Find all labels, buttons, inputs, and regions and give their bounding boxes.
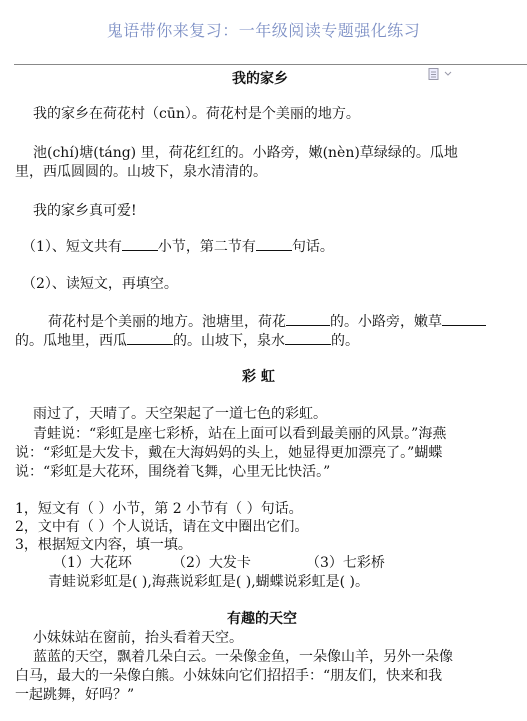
passage1-paragraph2-line1: 池(chí)塘(táng) 里，荷花红红的。小路旁，嫩(nèn)草绿绿的。瓜地: [33, 145, 458, 161]
passage1-paragraph3: 我的家乡真可爱!: [33, 203, 137, 219]
passage2-question3: 3，根据短文内容，填一填。: [15, 537, 192, 553]
passage1-fill-line1: 荷花村是个美丽的地方。池塘里，荷花 的。小路旁，嫩草: [48, 311, 486, 331]
page-header: 鬼语带你来复习：一年级阅读专题强化练习: [106, 21, 421, 40]
passage1-question1: （1）、短文共有 小节，第二节有 句话。: [22, 239, 334, 255]
passage2-line2: 青蛙说：“彩虹是座七彩桥，站在上面可以看到最美丽的风景。”海燕: [33, 426, 447, 442]
passage1-question2: （2）、读短文，再填空。: [22, 276, 178, 292]
answer-blank[interactable]: [122, 238, 158, 251]
answer-blank[interactable]: [127, 332, 173, 345]
passage2-question2: 2，文中有（ ）个人说话，请在文中圈出它们。: [15, 519, 309, 535]
passage1-fill-line2: 的。瓜地里，西瓜 的。山坡下，泉水 的。: [15, 333, 359, 349]
header-divider: [14, 64, 527, 65]
passage3-line4: 一起跳舞，好吗？”: [15, 687, 135, 703]
passage2-line3: 说：“彩虹是大发卡，戴在大海妈妈的头上，她显得更加漂亮了。”蝴蝶: [15, 445, 443, 461]
passage2-line4: 说：“彩虹是大花环，围绕着飞舞，心里无比快活。”: [15, 464, 331, 480]
option-1: （1）大花环: [53, 555, 132, 571]
passage3-line3: 白马，最大的一朵像白熊。小妹妹向它们招招手：“朋友们，快来和我: [15, 668, 443, 684]
passage3-line2: 蓝蓝的天空，飘着几朵白云。一朵像金鱼，一朵像山羊，另外一朵像: [33, 649, 453, 665]
passage2-title: 彩 虹: [242, 369, 275, 385]
passage3-line1: 小妹妹站在窗前，抬头看着天空。: [33, 630, 243, 646]
passage2-question1: 1，短文有（ ）小节，第 2 小节有（ ）句话。: [15, 501, 303, 517]
passage1-title: 我的家乡: [232, 71, 288, 87]
answer-blank[interactable]: [285, 332, 331, 345]
option-2: （2）大发卡: [172, 555, 251, 571]
passage3-title: 有趣的天空: [227, 611, 297, 627]
answer-blank[interactable]: [442, 313, 486, 326]
option-3: （3）七彩桥: [306, 555, 385, 571]
passage1-paragraph2-line2: 里，西瓜圆圆的。山坡下，泉水清清的。: [15, 164, 267, 180]
document-icon[interactable]: [428, 68, 456, 80]
passage2-line1: 雨过了，天晴了。天空架起了一道七色的彩虹。: [33, 406, 327, 422]
answer-blank[interactable]: [256, 238, 292, 251]
answer-blank[interactable]: [286, 313, 330, 326]
passage2-fill-line: 青蛙说彩虹是( ),海燕说彩虹是( ),蝴蝶说彩虹是( )。: [48, 574, 370, 590]
passage1-paragraph1: 我的家乡在荷花村（cūn）。荷花村是个美丽的地方。: [33, 106, 360, 122]
